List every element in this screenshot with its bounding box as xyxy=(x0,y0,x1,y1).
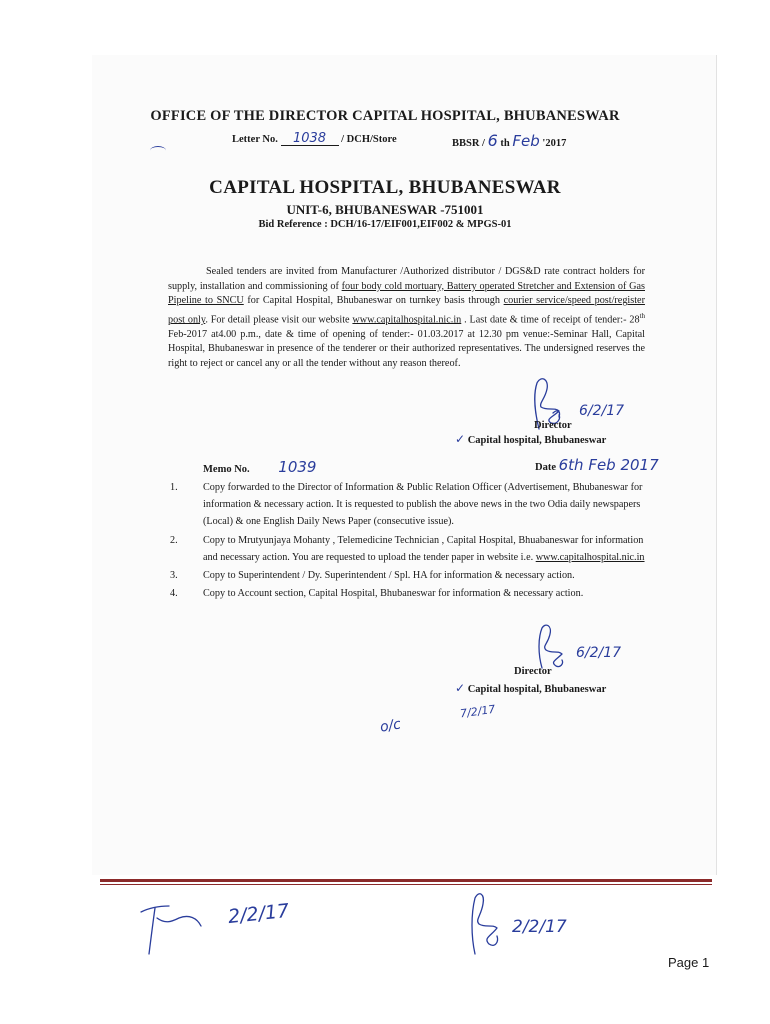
memo-item-text: Copy to Mrutyunjaya Mohanty , Telemedicine Technician , Capital Hospital, Bhuabaneswar for information and necessary action. You are requested to upload the tender paper in website i.e. xyxy=(203,534,644,563)
memo-label: Memo No. xyxy=(203,464,250,475)
director-office-2-text: Capital hospital, Bhubaneswar xyxy=(467,684,607,695)
memo-line xyxy=(203,458,316,476)
director-office-1-text: Capital hospital, Bhubaneswar xyxy=(467,435,607,446)
memo-item-number: 2. xyxy=(170,534,178,546)
unit-address: UNIT-6, BHUBANESWAR -751001 xyxy=(286,202,484,217)
memo-item xyxy=(170,479,650,531)
date-th: th xyxy=(500,138,510,149)
memo-website-link[interactable]: www.capitalhospital.nic.in xyxy=(535,551,645,563)
letter-prefix: Letter No. xyxy=(232,134,278,145)
initial-date: 7/2/17 xyxy=(459,702,497,721)
director-sign-date-2: 6/2/17 xyxy=(576,645,622,661)
notice-text-4: . Last date & time of receipt of tender:- 28 xyxy=(461,314,640,326)
date-month: Feb xyxy=(512,132,540,150)
tender-notice xyxy=(168,265,645,372)
notice-items: four body cold mortuary, Battery operated Stretcher and Extension of Gas Pipeline to SNCU xyxy=(168,280,645,307)
memo-item xyxy=(170,532,650,566)
footer-sig-right-date: 2/2/17 xyxy=(512,917,567,937)
letter-line xyxy=(232,133,397,146)
memo-item-text: Copy to Account section, Capital Hospital, Bhubaneswar for information & necessary action. xyxy=(203,588,584,600)
footer-sig-left-date: 2/2/17 xyxy=(227,899,291,929)
letter-number: 1038 xyxy=(281,133,339,146)
notice-delivery: courier service/speed post/register post only xyxy=(168,295,645,326)
memo-copy-list xyxy=(170,479,650,602)
notice-website-link[interactable]: www.capitalhospital.nic.in xyxy=(352,314,462,326)
notice-sup-th: th xyxy=(639,311,646,320)
notice-text-2: for Capital Hospital, Bhubaneswar on turnkey basis through xyxy=(243,295,504,307)
director-sign-date-1: 6/2/17 xyxy=(579,403,625,419)
office-title: OFFICE OF THE DIRECTOR CAPITAL HOSPITAL, BHUBANESWAR xyxy=(150,108,620,124)
memo-item xyxy=(170,567,650,584)
date-day: 6 xyxy=(487,131,498,150)
tick-icon: ✓ xyxy=(455,432,466,446)
footer-rule-thin xyxy=(100,884,712,885)
letter-suffix: / DCH/Store xyxy=(341,134,397,145)
director-office-2 xyxy=(455,681,606,695)
memo-date: 6th Feb 2017 xyxy=(558,456,659,474)
notice-text-3: . For detail please visit our website xyxy=(205,314,353,326)
memo-item-text: Copy to Superintendent / Dy. Superintendent / Spl. HA for information & necessary action. xyxy=(203,570,575,582)
page-number: Page 1 xyxy=(668,955,710,970)
memo-date-label: Date xyxy=(535,462,556,473)
notice-text-5: Feb-2017 at4.00 p.m., date & time of opening of tender:- 01.03.2017 at 12.30 pm venue:-Seminar Hall, Capital Hospital, Bhubaneswar in presence of the tenderer or their authorized representatives. The undersigned reserves the right to reject or cancel any or all the tender without any reason thereof. xyxy=(168,328,645,369)
margin-mark xyxy=(150,146,166,155)
date-line xyxy=(452,131,566,150)
director-title-2: Director xyxy=(514,666,552,677)
memo-item-number: 1. xyxy=(170,482,178,493)
memo-item xyxy=(170,585,650,602)
director-office-1 xyxy=(455,432,606,446)
memo-date-line xyxy=(535,456,659,474)
footer-rule xyxy=(100,879,712,882)
oc-mark: o/c xyxy=(378,716,403,736)
notice-text-1: Sealed tenders are invited from Manufacturer /Authorized distributor / DGS&D rate contract holders for supply, installation and commissioning of xyxy=(168,266,645,292)
memo-item-number: 3. xyxy=(170,570,178,582)
memo-item-text: Copy forwarded to the Director of Information & Public Relation Officer (Advertisement, Bhubaneswar for information & necessary action. It is requested to publish the above news in the two Odia daily newspapers (Local) & one English Daily News Paper (consecutive issue). xyxy=(203,482,643,528)
hospital-title: CAPITAL HOSPITAL, BHUBANESWAR xyxy=(209,177,561,198)
bid-reference: Bid Reference : DCH/16-17/EIF001,EIF002 & MPGS-01 xyxy=(258,219,512,230)
memo-number: 1039 xyxy=(278,458,317,476)
bbsr-prefix: BBSR / xyxy=(452,138,485,149)
date-year: '2017 xyxy=(542,138,567,149)
director-title-1: Director xyxy=(534,420,572,431)
tick-icon: ✓ xyxy=(455,681,466,695)
memo-item-number: 4. xyxy=(170,588,178,600)
